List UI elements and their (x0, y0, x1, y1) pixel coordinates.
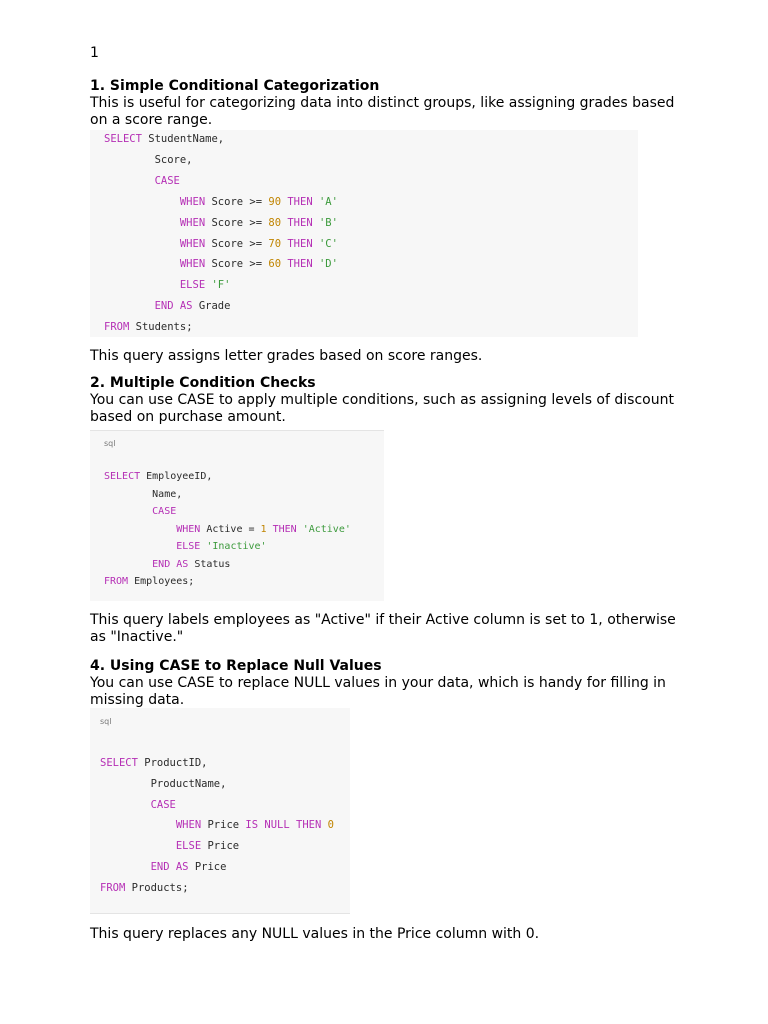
code-language-label: sql (100, 717, 112, 726)
code-token: Score >= (205, 216, 269, 229)
code-token: 'B' (318, 216, 338, 229)
code-token: SELECT (104, 471, 141, 482)
code-line (100, 840, 239, 852)
code-token: Students; (129, 321, 193, 334)
code-line (104, 175, 180, 187)
code-token: Grade (192, 300, 231, 313)
code-token: 1 (260, 523, 267, 535)
code-token: END AS (100, 861, 189, 873)
code-token: 0 (327, 819, 334, 832)
code-line (100, 882, 189, 894)
code-token: Products; (125, 881, 189, 894)
code-token: 'D' (318, 258, 338, 271)
code-token: Name, (104, 488, 183, 500)
code-token: EmployeeID, (140, 471, 213, 482)
code-block-1 (90, 130, 638, 337)
code-token: 90 (268, 195, 282, 208)
code-token: THEN (281, 258, 319, 271)
code-token: ProductName, (100, 777, 227, 790)
code-token: WHEN (104, 237, 206, 250)
code-line (104, 196, 338, 208)
section-2-footer (90, 612, 680, 646)
code-line (104, 279, 230, 291)
code-token: WHEN (100, 819, 202, 832)
code-line (104, 489, 182, 500)
code-token: Score >= (205, 195, 269, 208)
page-number: 1 (90, 45, 99, 61)
code-line (104, 133, 224, 145)
section-4-header (90, 658, 680, 709)
code-token: SELECT (100, 757, 138, 769)
section-1-intro: This is useful for categorizing data into distinct groups, like assigning grades based on a score range. (90, 95, 675, 128)
code-token: THEN (281, 237, 319, 250)
code-line (100, 799, 176, 811)
code-token: Score, (104, 153, 193, 166)
code-token: ELSE (104, 279, 212, 292)
code-token: CASE (104, 506, 177, 517)
code-line (104, 506, 176, 517)
code-token: SELECT (104, 133, 142, 145)
section-2-heading: 2. Multiple Condition Checks (90, 375, 316, 391)
code-token: CASE (100, 798, 176, 811)
code-line (104, 217, 338, 229)
code-token: FROM (100, 881, 126, 894)
code-token: ELSE (100, 840, 202, 853)
code-token: FROM (104, 576, 129, 587)
section-2-outro: This query labels employees as "Active" if their Active column is set to 1, otherwise as "Inactive." (90, 612, 676, 645)
code-token: Price (201, 840, 240, 853)
code-token: Price (201, 819, 246, 832)
code-token: FROM (104, 321, 130, 334)
code-token: StudentName, (141, 133, 225, 145)
code-token: 70 (268, 237, 282, 250)
code-token: 'A' (318, 195, 338, 208)
code-token: THEN (281, 216, 319, 229)
code-token: CASE (104, 174, 180, 187)
code-token: Score >= (205, 258, 269, 271)
section-4-outro: This query replaces any NULL values in the Price column with 0. (90, 926, 540, 942)
section-1-outro: This query assigns letter grades based on score ranges. (90, 348, 483, 364)
code-token: WHEN (104, 258, 206, 271)
code-token: 'C' (318, 237, 338, 250)
code-token: THEN (266, 523, 303, 535)
code-token: Employees; (128, 576, 195, 587)
section-4-intro: You can use CASE to replace NULL values in your data, which is handy for filling in missing data. (90, 675, 666, 708)
code-line (104, 576, 194, 587)
code-line (100, 861, 226, 873)
section-1-header (90, 78, 680, 129)
code-line (100, 819, 334, 831)
code-token: 'F' (211, 279, 231, 292)
code-line (104, 300, 230, 312)
code-token: Price (188, 861, 227, 873)
code-token: 80 (268, 216, 282, 229)
code-token: THEN (281, 195, 319, 208)
section-2-header (90, 375, 680, 426)
section-1-heading: 1. Simple Conditional Categorization (90, 78, 380, 94)
code-token: Status (188, 558, 231, 570)
code-token: END AS (104, 558, 189, 570)
code-line (104, 238, 338, 250)
code-token: 60 (268, 258, 282, 271)
section-2-intro: You can use CASE to apply multiple conditions, such as assigning levels of discount based on purchase amount. (90, 392, 674, 425)
code-line (100, 757, 207, 769)
code-line (104, 471, 212, 482)
code-token: ProductID, (137, 757, 208, 769)
code-line (104, 321, 193, 333)
code-token: Active = (200, 523, 261, 535)
code-block-4 (90, 708, 350, 914)
code-token: 'Active' (302, 523, 351, 535)
code-token: WHEN (104, 195, 206, 208)
code-language-label: sql (104, 439, 116, 448)
code-line (104, 541, 267, 552)
section-1-footer (90, 348, 680, 365)
code-token: Score >= (205, 237, 269, 250)
code-line (100, 778, 226, 790)
code-token: ELSE (104, 541, 207, 552)
code-block-2 (90, 430, 384, 601)
code-token: WHEN (104, 216, 206, 229)
code-line (104, 524, 351, 535)
code-token: WHEN (104, 523, 201, 535)
code-line (104, 258, 338, 270)
code-token: END AS (104, 300, 193, 313)
section-4-footer (90, 926, 680, 943)
section-4-heading: 4. Using CASE to Replace Null Values (90, 658, 382, 674)
code-token: IS NULL THEN (245, 819, 328, 832)
code-token: 'Inactive' (206, 541, 267, 552)
code-line (104, 559, 230, 570)
code-line (104, 154, 193, 166)
